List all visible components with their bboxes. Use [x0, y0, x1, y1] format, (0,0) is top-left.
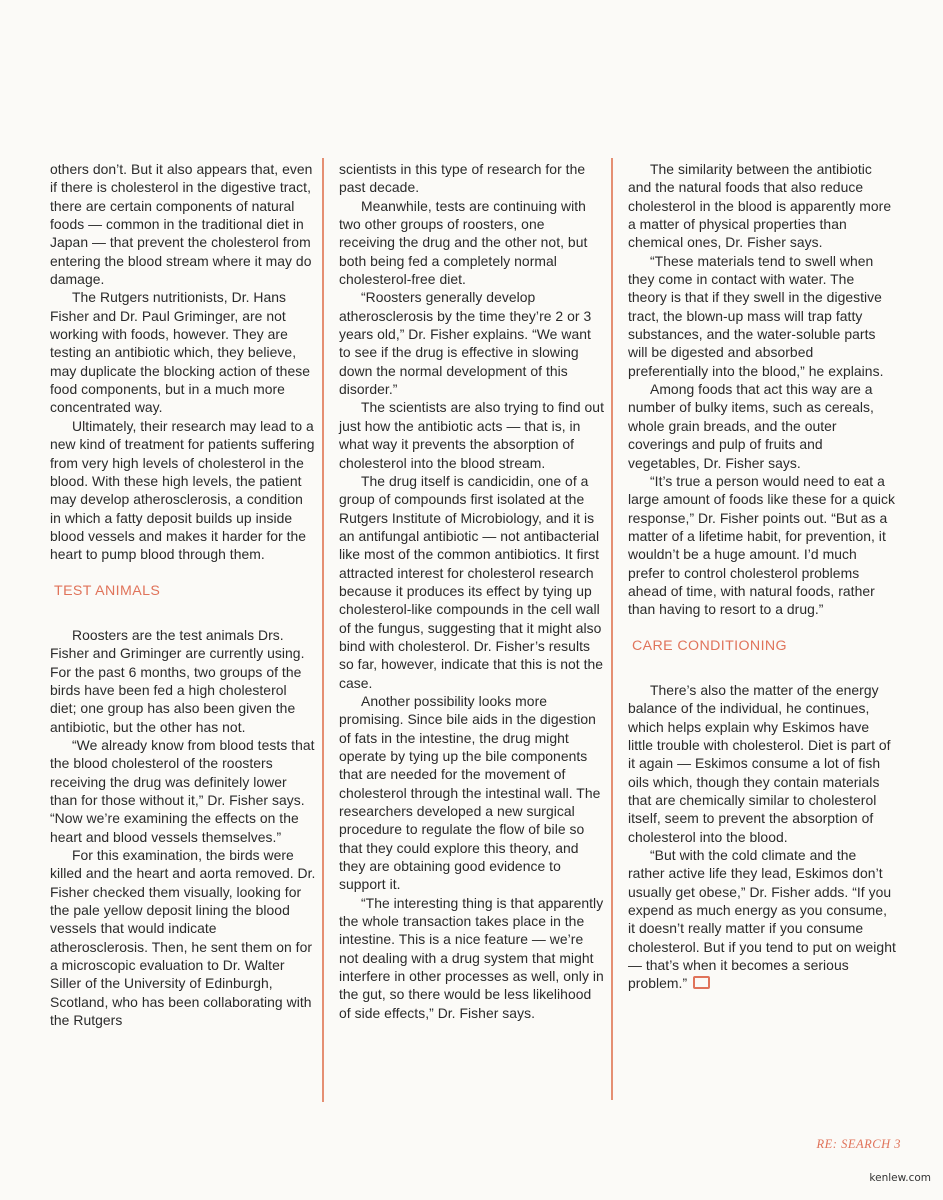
paragraph-final [628, 846, 896, 993]
paragraph: The similarity between the antibiotic and the natural foods that also reduce cholesterol in the blood is apparently more a matter of physical properties than chemical ones, Dr. Fisher says. [628, 161, 892, 251]
paragraph: Another possibility looks more promising. Since bile aids in the digestion of fats in the intestine, the drug might operate by tying up the bile components that are needed for the movement of cholesterol through the intestinal wall. The researchers developed a new surgical procedure to regulate the flow of bile so that they could explore this theory, and they are obtaining good evidence to support it. [339, 692, 601, 893]
paragraph: others don’t. But it also appears that, even if there is cholesterol in the digestive tract, there are certain components of natural foods — common in the traditional diet in Japan — that prevent the cholesterol from entering the blood stream where it may do damage. [50, 161, 313, 288]
paragraph: The scientists are also trying to find out just how the antibiotic acts — that is, in what way it prevents the absorption of cholesterol into the blood stream. [339, 399, 604, 471]
site-watermark: kenlew.com [869, 1172, 931, 1184]
paragraph: “It’s true a person would need to eat a large amount of foods like these for a quick response,” Dr. Fisher points out. “But as a matter of a lifetime habit, for prevention, it wouldn’t be a huge amount. I’d much prefer to control cholesterol problems ahead of time, with natural foods, rather than having to resort to a drug.” [628, 472, 896, 618]
paragraph: “We already know from blood tests that the blood cholesterol of the roosters receiving the drug was definitely lower than for those without it,” Dr. Fisher says. “Now we’re examining the effects on the heart and blood vessels themselves.” [50, 736, 315, 845]
text-column-2 [339, 160, 604, 1022]
paragraph: Meanwhile, tests are continuing with two other groups of roosters, one receiving the drug and the other not, but both being fed a completely normal cholesterol-free diet. [339, 197, 588, 288]
paragraph: “The interesting thing is that apparently the whole transaction takes place in the intestine. This is a nice feature — we’re not dealing with a drug system that might interfere in other processes as well, only in the gut, so there would be less likelihood of side effects,” Dr. Fisher says. [339, 894, 604, 1021]
column-rule-right [611, 158, 613, 1100]
paragraph-text: “But with the cold climate and the rather active life they lead, Eskimos don’t usually get obese,” Dr. Fisher adds. “If you expend as much energy as you consume, it doesn’t really matter if you consume cholesterol. But if you tend to put on weight — that’s when it becomes a serious problem.” [628, 847, 896, 992]
section-heading-care-conditioning: CARE CONDITIONING [632, 637, 787, 654]
page-folio: RE: SEARCH 3 [816, 1137, 901, 1151]
paragraph: Roosters are the test animals Drs. Fisher and Griminger are currently using. For the past 6 months, two groups of the birds have been fed a high cholesterol diet; one group has also been given the antibiotic, but the other has not. [50, 626, 305, 735]
end-of-article-box-icon [693, 976, 710, 989]
paragraph: The Rutgers nutritionists, Dr. Hans Fisher and Dr. Paul Griminger, are not working with foods, however. They are testing an antibiotic which, they believe, may duplicate the blocking action of these food components, but in a much more concentrated way. [50, 289, 311, 416]
paragraph: Among foods that act this way are a number of bulky items, such as cereals, whole grain breads, and the outer coverings and pulp of fruits and vegetables, Dr. Fisher says. [628, 381, 874, 471]
paragraph: For this examination, the birds were killed and the heart and aorta removed. Dr. Fisher checked them visually, looking for the pale yellow deposit lining the blood vessels that would indicate atherosclerosis. Then, he sent them on for a microscopic evaluation to Dr. Walter Siller of the University of Edinburgh, Scotland, who has been collaborating with the Rutgers [50, 847, 316, 1029]
paragraph: “Roosters generally develop atherosclerosis by the time they’re 2 or 3 years old,” Dr. Fisher explains. “We want to see if the drug is effective in slowing down the normal development of this disorder.” [339, 289, 592, 398]
paragraph: The drug itself is candicidin, one of a group of compounds first isolated at the Rutgers Institute of Microbiology, and it is an antifungal antibiotic — not antibacterial like most of the common antibiotics. It first attracted interest for cholesterol research because it produces its effect by tying up cholesterol-like compounds in the cell wall of the fungus, suggesting that it might also bind with cholesterol. Dr. Fisher’s results so far, however, indicate that this is not the case. [339, 472, 604, 691]
paragraph: There’s also the matter of the energy balance of the individual, he continues, which helps explain why Eskimos have little trouble with cholesterol. Diet is part of it again — Eskimos consume a lot of fish oils which, though they contain materials that are chemically similar to cholesterol itself, seem to prevent the absorption of cholesterol into the blood. [628, 681, 891, 845]
paragraph: “These materials tend to swell when they come in contact with water. The theory is that if they swell in the digestive tract, the blown-up mass will trap fatty substances, and the water-soluble parts will be digested and absorbed preferentially into the blood,” he explains. [628, 252, 884, 379]
text-column-3 [628, 160, 896, 993]
section-heading-test-animals: TEST ANIMALS [54, 582, 161, 599]
paragraph: scientists in this type of research for the past decade. [339, 161, 586, 196]
column-rule-left [322, 158, 324, 1102]
paragraph: Ultimately, their research may lead to a new kind of treatment for patients suffering from very high levels of cholesterol in the blood. With these high levels, the patient may develop atherosclerosis, a condition in which a fatty deposit builds up inside blood vessels and makes it harder for the heart to pump blood through them. [50, 417, 315, 563]
text-column-1 [50, 160, 316, 1029]
